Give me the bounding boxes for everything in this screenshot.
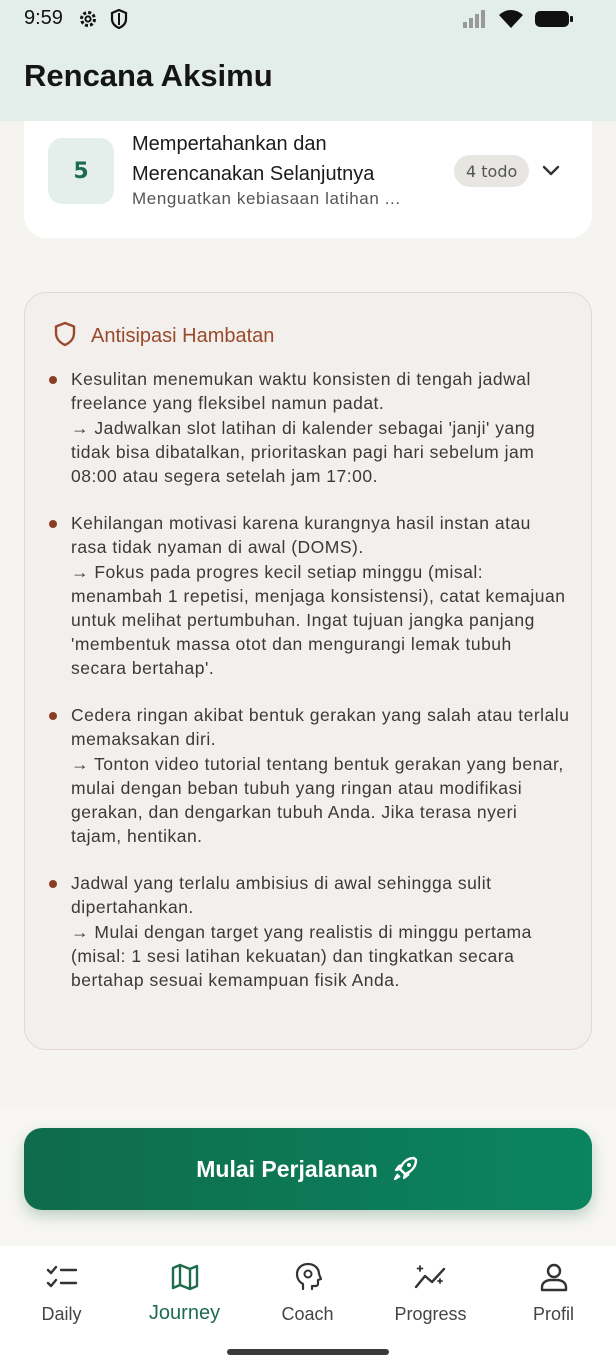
nav-item-progress[interactable]	[369, 1260, 492, 1325]
obstacle-solution: → Jadwalkan slot latihan di kalender sebagai 'janji' yang tidak bisa dibatalkan, prioritaskan pagi hari sebelum jam 08:00 atau segera setelah jam 17:00.	[71, 418, 536, 486]
start-journey-label: Mulai Perjalanan	[196, 1155, 378, 1182]
bullet-icon	[49, 712, 57, 720]
nav-item-journey[interactable]	[123, 1260, 246, 1325]
nav-item-profil[interactable]	[492, 1260, 615, 1325]
nav-label-profil: Profil	[532, 1304, 574, 1324]
settings-icon	[78, 9, 98, 33]
obstacle-problem: Kehilangan motivasi karena kurangnya hasil instan atau rasa tidak nyaman di awal (DOMS).	[71, 513, 531, 557]
obstacle-item	[49, 871, 571, 992]
obstacle-solution: → Tonton video tutorial tentang bentuk gerakan yang benar, mulai dengan beban tubuh yang ringan atau modifikasi gerakan, dan dengarkan tubuh Anda. Jika terasa nyeri tajam, hentikan.	[71, 754, 564, 846]
obstacle-item	[49, 511, 571, 680]
obstacles-title: Antisipasi Hambatan	[91, 324, 275, 347]
chevron-down-icon[interactable]	[540, 159, 562, 185]
start-journey-button[interactable]	[24, 1128, 592, 1210]
todo-count-badge: 4 todo	[454, 155, 529, 187]
obstacle-solution: → Fokus pada progres kecil setiap minggu (misal: menambah 1 repetisi, menjaga konsistensi), catat kemajuan untuk melihat pertumbuhan. Ingat tujuan jangka panjang 'membentuk massa otot dan mengurangi lemak tubuh secara bertahap'.	[71, 562, 566, 678]
page-title: Rencana Aksimu	[24, 58, 273, 93]
obstacle-item	[49, 367, 571, 488]
obstacles-list	[49, 367, 571, 1015]
status-time: 9:59	[24, 7, 63, 29]
obstacle-item	[49, 703, 571, 848]
phase-subtitle: Menguatkan kebiasaan latihan ...	[132, 189, 401, 208]
bullet-icon	[49, 376, 57, 384]
nav-item-daily[interactable]	[0, 1260, 123, 1325]
nav-label-journey: Journey	[148, 1302, 221, 1324]
head-icon	[291, 1260, 325, 1294]
phase-title: Mempertahankan dan Merencanakan Selanjutnya	[132, 133, 375, 185]
phase-number-badge: 5	[48, 138, 114, 204]
person-icon	[537, 1260, 571, 1294]
obstacles-header	[53, 321, 274, 351]
bullet-icon	[49, 880, 57, 888]
obstacle-solution: → Mulai dengan target yang realistis di minggu pertama (misal: 1 sesi latihan kekuatan) dan tingkatkan secara bertahap sesuai kemampuan fisik Anda.	[71, 922, 532, 990]
wifi-icon	[498, 9, 524, 33]
shield-icon	[53, 321, 77, 351]
map-icon	[168, 1260, 202, 1294]
home-indicator[interactable]	[227, 1349, 389, 1355]
app-header	[0, 0, 616, 121]
status-bar	[0, 0, 616, 38]
nav-label-daily: Daily	[41, 1304, 82, 1324]
cta-area	[0, 1108, 616, 1246]
shield-icon	[110, 9, 128, 33]
obstacle-problem: Jadwal yang terlalu ambisius di awal sehingga sulit dipertahankan.	[71, 873, 492, 917]
checklist-icon	[45, 1260, 79, 1294]
nav-item-coach[interactable]	[246, 1260, 369, 1325]
bullet-icon	[49, 520, 57, 528]
rocket-icon	[392, 1154, 420, 1185]
obstacle-problem: Kesulitan menemukan waktu konsisten di tengah jadwal freelance yang fleksibel namun padat.	[71, 369, 531, 413]
signal-icon	[462, 9, 488, 33]
obstacles-card	[24, 292, 592, 1050]
obstacle-problem: Cedera ringan akibat bentuk gerakan yang salah atau terlalu memaksakan diri.	[71, 705, 570, 749]
phase-card[interactable]	[24, 121, 592, 238]
trend-icon	[414, 1260, 448, 1294]
nav-label-coach: Coach	[281, 1304, 334, 1324]
battery-icon	[534, 9, 574, 33]
nav-label-progress: Progress	[394, 1304, 467, 1324]
